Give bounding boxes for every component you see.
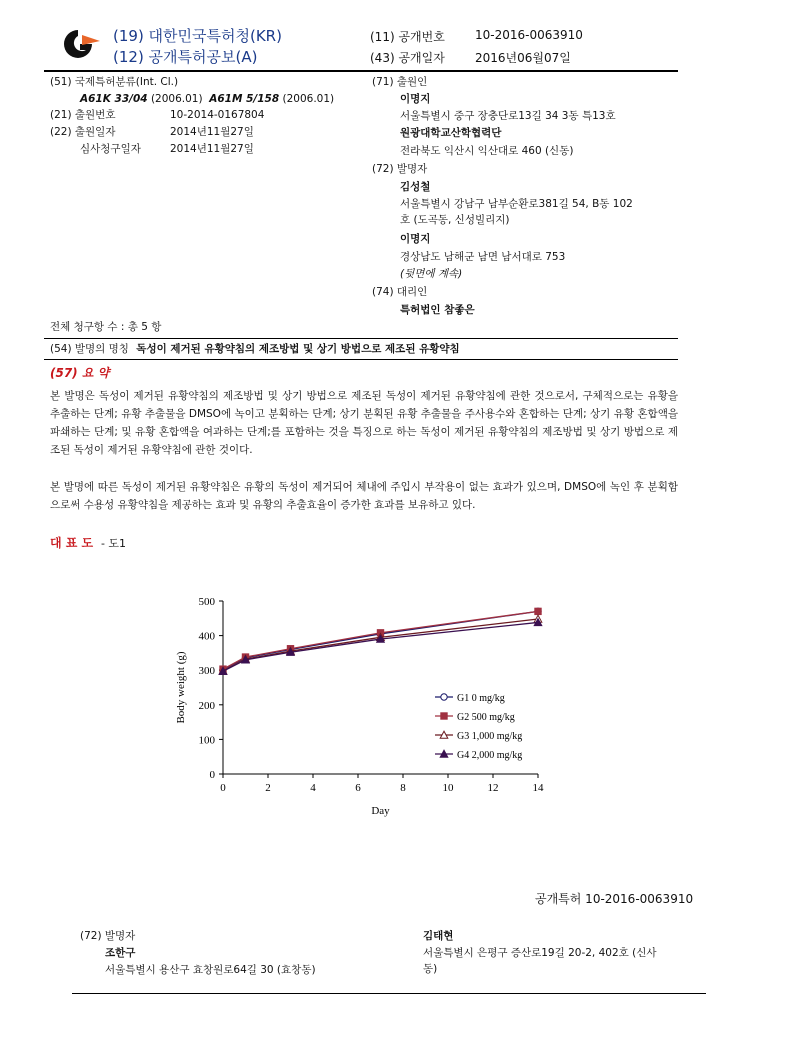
data-point-g2 bbox=[535, 608, 541, 614]
footer-inventor-label: (72) 발명자 bbox=[80, 930, 136, 942]
x-tick-label: 0 bbox=[220, 782, 226, 794]
applicant1-name: 이명지 bbox=[400, 93, 431, 105]
claims-count: 전체 청구항 수 : 총 5 항 bbox=[50, 321, 162, 333]
app-no-label: (21) 출원번호 bbox=[50, 109, 116, 121]
exam-date: 2014년11월27일 bbox=[170, 143, 254, 155]
y-tick-label: 0 bbox=[209, 769, 215, 781]
applicant1-address: 서울특별시 중구 장충단로13길 34 3동 특13호 bbox=[400, 110, 616, 122]
agent-label: (74) 대리인 bbox=[372, 286, 428, 298]
inventor1-name: 김성철 bbox=[400, 181, 431, 193]
body-weight-chart bbox=[160, 585, 635, 820]
applicant2-name: 원광대학교산학협력단 bbox=[400, 127, 502, 139]
series-line-g3 bbox=[223, 619, 538, 671]
inventor4-name: 김태현 bbox=[423, 930, 454, 942]
applicant2-address: 전라북도 익산시 익산대로 460 (신동) bbox=[400, 145, 574, 157]
inventor3-address: 서울특별시 용산구 효창원로64길 30 (효창동) bbox=[105, 964, 316, 976]
app-date: 2014년11월27일 bbox=[170, 126, 254, 138]
title-top-rule bbox=[44, 338, 678, 339]
app-date-label: (22) 출원일자 bbox=[50, 126, 116, 138]
rep-fig-value: - 도1 bbox=[100, 537, 127, 550]
rep-fig-label: 대 표 도 bbox=[50, 536, 94, 550]
app-no: 10-2014-0167804 bbox=[170, 109, 265, 121]
x-tick-label: 6 bbox=[355, 782, 361, 794]
y-tick-label: 100 bbox=[198, 734, 215, 747]
pub-date: 2016년06월07일 bbox=[475, 51, 571, 65]
legend-marker-g2 bbox=[441, 713, 447, 719]
pub-no: 10-2016-0063910 bbox=[475, 28, 583, 42]
y-tick-label: 400 bbox=[198, 630, 215, 643]
ipc1-code: A61K 33/04 bbox=[80, 93, 148, 105]
legend-label-g1: G1 0 mg/kg bbox=[457, 693, 505, 704]
inventor2-name: 이명지 bbox=[400, 233, 431, 245]
ipc2-year: (2006.01) bbox=[282, 93, 335, 105]
abstract-heading: (57) 요 약 bbox=[50, 366, 110, 380]
inventor1-address-line2: 호 (도곡동, 신성빌리지) bbox=[400, 214, 510, 226]
x-tick-label: 8 bbox=[400, 782, 406, 794]
legend-label-g4: G4 2,000 mg/kg bbox=[457, 750, 523, 761]
inventor2-address: 경상남도 남해군 남면 남서대로 753 bbox=[400, 251, 566, 263]
inventor3-name: 조한구 bbox=[105, 947, 136, 959]
ipc-line bbox=[80, 91, 334, 108]
x-tick-label: 4 bbox=[310, 782, 316, 794]
pub-date-label: (43) 공개일자 bbox=[370, 51, 445, 65]
footer-pub-ref: 공개특허 10-2016-0063910 bbox=[535, 892, 694, 906]
inventor4-address-line1: 서울특별시 은평구 증산로19길 20-2, 402호 (신사 bbox=[423, 947, 657, 959]
y-tick-label: 300 bbox=[198, 665, 215, 678]
publication-type: (12) 공개특허공보(A) bbox=[113, 48, 258, 66]
x-axis-label: Day bbox=[371, 805, 390, 817]
legend-label-g3: G3 1,000 mg/kg bbox=[457, 731, 523, 742]
exam-label: 심사청구일자 bbox=[80, 143, 141, 155]
legend-label-g2: G2 500 mg/kg bbox=[457, 712, 515, 723]
y-axis-label: Body weight (g) bbox=[175, 651, 187, 724]
inventor-label: (72) 발명자 bbox=[372, 163, 428, 175]
representative-figure bbox=[50, 534, 126, 551]
ipc2-code: A61M 5/158 bbox=[209, 93, 280, 105]
title-bottom-rule bbox=[44, 359, 678, 360]
pub-no-label: (11) 공개번호 bbox=[370, 30, 445, 44]
y-tick-label: 200 bbox=[198, 699, 215, 712]
legend-marker-g1 bbox=[441, 694, 447, 700]
title-label: (54) 발명의 명칭 bbox=[50, 343, 129, 355]
applicant-label: (71) 출원인 bbox=[372, 76, 428, 88]
y-tick-label: 500 bbox=[198, 596, 215, 608]
continued-note: (뒷면에 계속) bbox=[400, 268, 463, 280]
inventor1-address-line1: 서울특별시 강남구 남부순환로381길 54, B동 102 bbox=[400, 198, 633, 210]
ipc1-year: (2006.01) bbox=[150, 93, 203, 105]
x-tick-label: 10 bbox=[442, 782, 454, 794]
agent-name: 특허법인 참좋은 bbox=[400, 304, 475, 316]
abstract-paragraph-1: 본 발명은 독성이 제거된 유황약침의 제조방법 및 상기 방법으로 제조된 독성이 제거된 유황약침에 관한 것으로서, 구체적으로는 유황을 추출하는 단계; 유황 추출물을 DMSO에 녹이고 분획하는 단계; 상기 분획된 유황 추출물을 주사용수와 혼합하는 단계; 상기 유황 혼합액을 파쇄하는 단계; 및 유황 혼합액을 여과하는 단계;를 포함하는 것을 특징으로 하는 독성이 제거된 유황약침의 제조방법 및 상기 방법으로 제조된 독성이 제거된 유황약침에 관한 것이다. bbox=[50, 390, 678, 456]
footer-rule bbox=[72, 993, 706, 994]
chart-svg bbox=[160, 585, 635, 820]
header-rule bbox=[44, 70, 678, 72]
invention-title: 독성이 제거된 유황약침의 제조방법 및 상기 방법으로 제조된 유황약침 bbox=[136, 343, 460, 355]
kipo-logo bbox=[58, 26, 102, 62]
x-tick-label: 14 bbox=[532, 782, 544, 794]
ipc-label: (51) 국제특허분류(Int. Cl.) bbox=[50, 76, 179, 88]
abstract-paragraph-2: 본 발명에 따른 독성이 제거된 유황약침은 유황의 독성이 제거되어 체내에 주입시 부작용이 없는 효과가 있으며, DMSO에 녹인 후 분획함으로써 수용성 유황약침을 제공하는 효과 및 유황의 추출효율이 증가한 효과를 보유하고 있다. bbox=[50, 481, 678, 511]
kipo-logo-icon bbox=[58, 26, 102, 62]
x-tick-label: 12 bbox=[487, 782, 499, 794]
x-tick-label: 2 bbox=[265, 782, 271, 794]
kind-code: (19) 대한민국특허청(KR) bbox=[113, 27, 282, 45]
title-row bbox=[50, 341, 460, 358]
inventor4-address-line2: 동) bbox=[423, 963, 438, 975]
